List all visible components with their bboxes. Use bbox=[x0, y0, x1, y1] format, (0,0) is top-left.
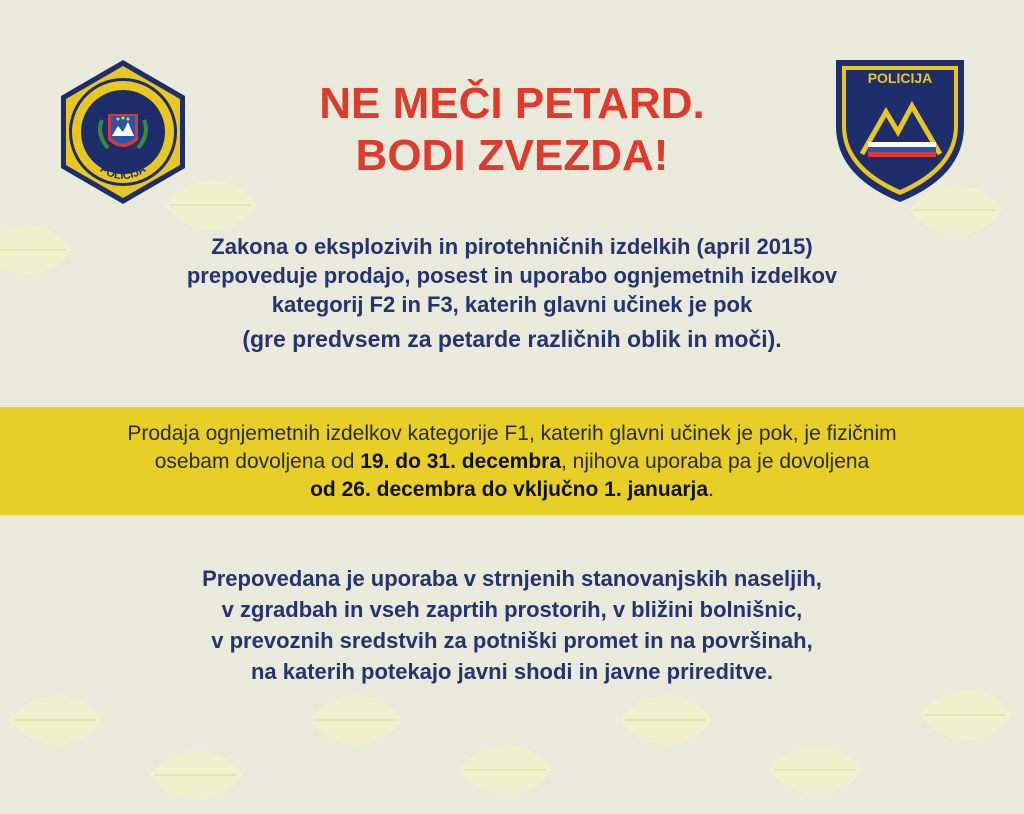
title-line-2: BODI ZVEZDA! bbox=[355, 131, 669, 180]
band-bold-dates: 19. do 31. decembra bbox=[360, 450, 561, 473]
title-line-1: NE MEČI PETARD. bbox=[319, 79, 705, 128]
band-text-fragment: . bbox=[708, 478, 714, 501]
prohibition-line: v zgradbah in vseh zaprtih prostorih, v bližini bolnišnic, bbox=[221, 597, 803, 622]
republika-slovenija-policija-emblem-icon bbox=[58, 58, 188, 206]
prohibition-line: v prevoznih sredstvih za potniški promet in na površinah, bbox=[211, 628, 813, 653]
svg-text:REPUBLIKA SLOVENIJA: REPUBLIKA SLOVENIJA bbox=[79, 88, 167, 131]
page-title bbox=[212, 78, 812, 182]
prohibition-paragraph bbox=[60, 563, 964, 687]
intro-line: prepoveduje prodajo, posest in uporabo ognjemetnih izdelkov bbox=[186, 263, 838, 288]
prohibition-line: Prepovedana je uporaba v strnjenih stanovanjskih naseljih, bbox=[202, 566, 822, 591]
intro-line: Zakona o eksplozivih in pirotehničnih izdelkih (april 2015) bbox=[211, 234, 813, 259]
band-line bbox=[20, 448, 1004, 476]
svg-text:POLICIJA: POLICIJA bbox=[867, 70, 933, 86]
policija-shield-icon bbox=[832, 56, 968, 206]
band-paragraph bbox=[20, 420, 1004, 504]
band-text-fragment: osebam dovoljena od bbox=[154, 450, 361, 473]
intro-paragraph bbox=[60, 232, 964, 354]
intro-line: kategorij F2 in F3, katerih glavni učinek je pok bbox=[271, 292, 753, 317]
band-text-fragment: , njihova uporaba pa je dovoljena bbox=[561, 450, 870, 473]
prohibition-line: na katerih potekajo javni shodi in javne prireditve. bbox=[250, 659, 774, 684]
band-bold-dates: od 26. decembra do vključno 1. januarja bbox=[310, 478, 709, 501]
intro-line: (gre predvsem za petarde različnih oblik in moči). bbox=[242, 326, 782, 352]
svg-text:POLICIJA: POLICIJA bbox=[97, 163, 149, 183]
band-line bbox=[20, 476, 1004, 504]
band-line: Prodaja ognjemetnih izdelkov kategorije F1, katerih glavni učinek je pok, je fizičnim bbox=[127, 422, 897, 445]
